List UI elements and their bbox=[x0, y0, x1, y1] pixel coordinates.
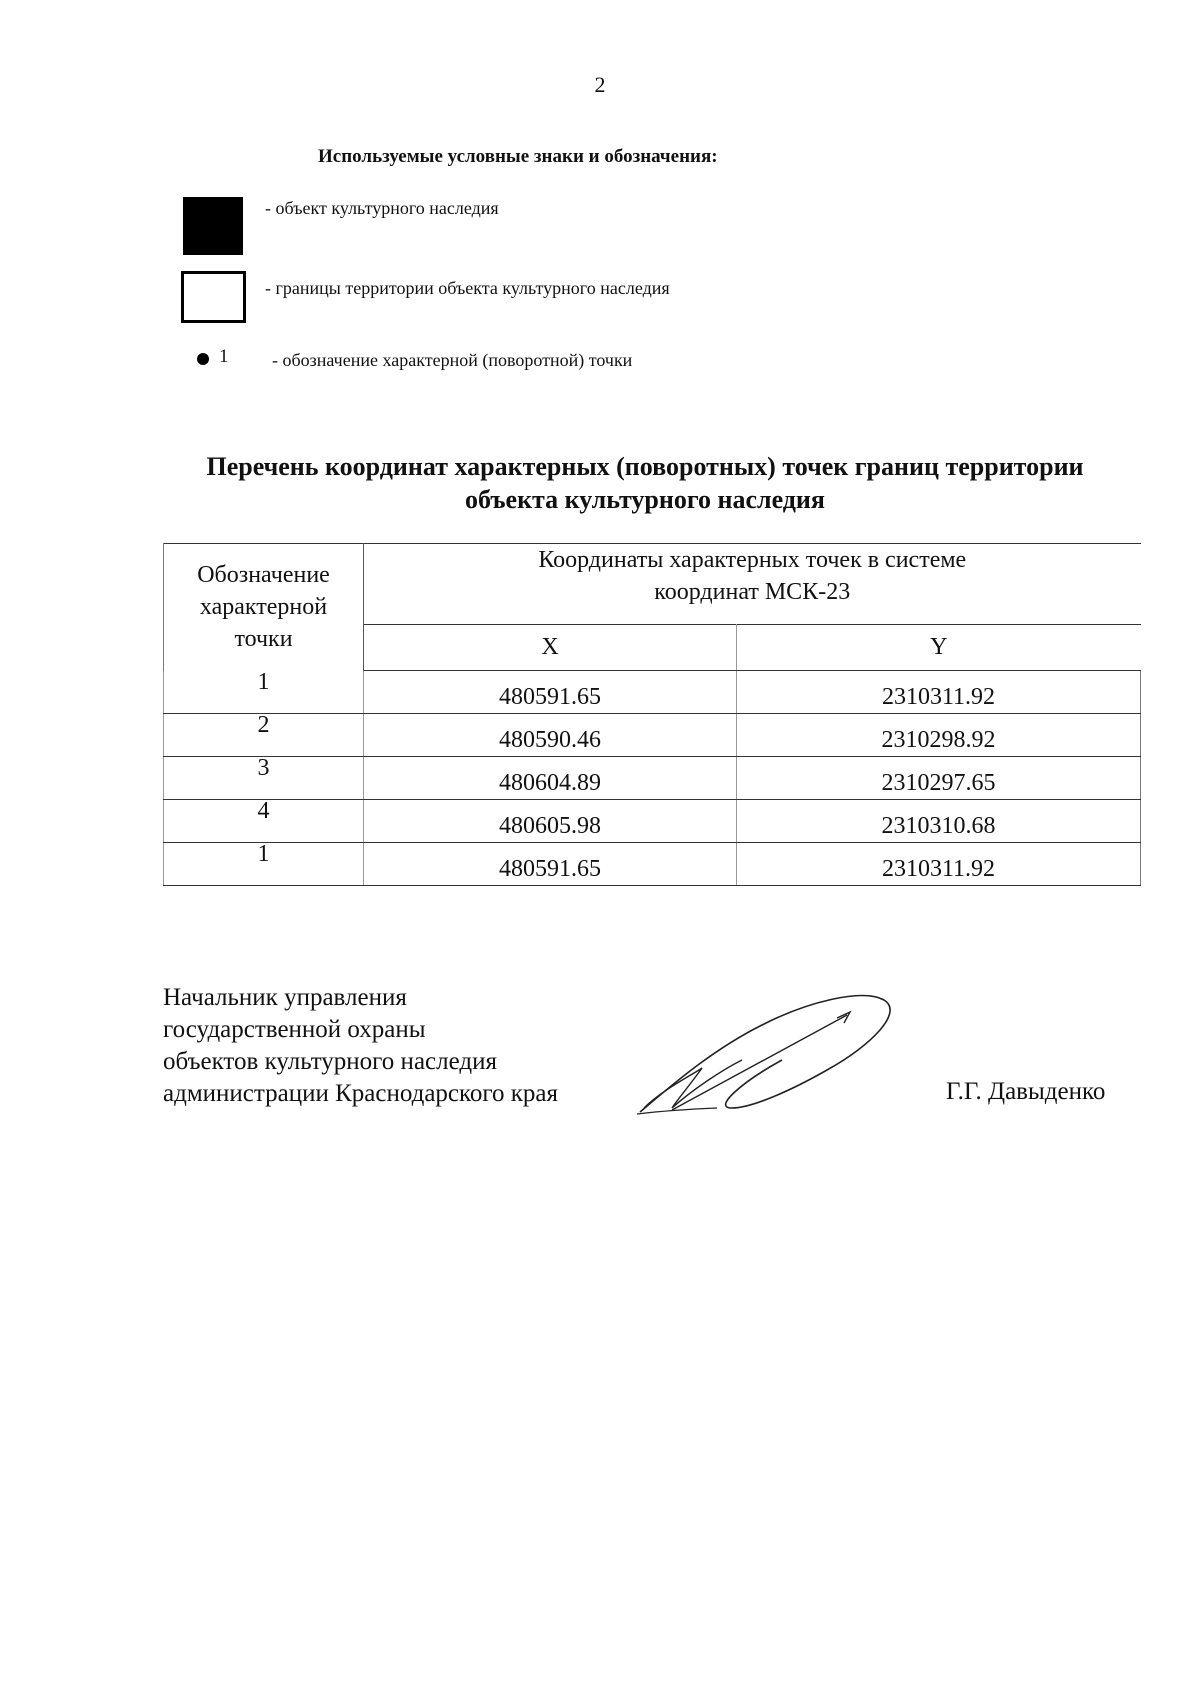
y-column-header: Y bbox=[737, 625, 1141, 671]
territory-boundary-symbol bbox=[181, 271, 246, 323]
x-cell: 480590.46 bbox=[364, 714, 737, 757]
coord-header-line-1: Координаты характерных точек в системе bbox=[538, 547, 967, 573]
table-row bbox=[164, 757, 1141, 800]
y-cell: 2310311.92 bbox=[737, 843, 1141, 886]
heading-line-2: объекта культурного наследия bbox=[465, 485, 825, 514]
table-row bbox=[164, 714, 1141, 757]
table-row bbox=[164, 671, 1141, 714]
page-number: 2 bbox=[594, 72, 606, 97]
signatory-position bbox=[163, 982, 558, 1110]
y-cell: 2310311.92 bbox=[737, 671, 1141, 714]
point-header-line-2: характерной bbox=[199, 594, 328, 621]
x-cell: 480591.65 bbox=[364, 843, 737, 886]
legend-title: Используемые условные знаки и обозначения: bbox=[318, 146, 718, 167]
coordinates-table bbox=[163, 543, 1141, 886]
position-line: объектов культурного наследия bbox=[163, 1048, 497, 1075]
position-line: государственной охраны bbox=[163, 1016, 426, 1043]
table-row bbox=[164, 843, 1141, 886]
legend-item-turning-point: - обозначение характерной (поворотной) точки bbox=[272, 350, 633, 370]
point-cell: 2 bbox=[164, 714, 364, 757]
position-line: администрации Краснодарского края bbox=[163, 1080, 559, 1107]
coordinates-system-header bbox=[364, 544, 1141, 625]
x-cell: 480591.65 bbox=[364, 671, 737, 714]
heading-line-1: Перечень координат характерных (поворотных) точек границ территории bbox=[206, 452, 1084, 481]
x-cell: 480604.89 bbox=[364, 757, 737, 800]
legend-item-boundary: - границы территории объекта культурного наследия bbox=[265, 278, 670, 298]
x-cell: 480605.98 bbox=[364, 800, 737, 843]
signatory-name: Г.Г. Давыденко bbox=[946, 1078, 1106, 1105]
position-line: Начальник управления bbox=[163, 984, 407, 1011]
coord-header-line-2: координат МСК-23 bbox=[654, 579, 851, 605]
table-row bbox=[164, 800, 1141, 843]
y-cell: 2310297.65 bbox=[737, 757, 1141, 800]
point-cell: 1 bbox=[164, 671, 364, 714]
turning-point-dot-icon bbox=[197, 353, 209, 365]
point-header-line-3: точки bbox=[234, 626, 293, 653]
point-cell: 1 bbox=[164, 843, 364, 886]
handwritten-signature bbox=[632, 990, 912, 1120]
y-cell: 2310310.68 bbox=[737, 800, 1141, 843]
point-designation-header bbox=[164, 544, 364, 671]
coordinates-list-heading bbox=[150, 450, 1140, 516]
point-header-line-1: Обозначение bbox=[197, 562, 330, 589]
turning-point-symbol-label: 1 bbox=[219, 346, 229, 367]
y-cell: 2310298.92 bbox=[737, 714, 1141, 757]
cultural-heritage-object-symbol bbox=[183, 197, 243, 255]
point-cell: 3 bbox=[164, 757, 364, 800]
point-cell: 4 bbox=[164, 800, 364, 843]
legend-item-object: - объект культурного наследия bbox=[265, 198, 499, 218]
x-column-header: X bbox=[364, 625, 737, 671]
